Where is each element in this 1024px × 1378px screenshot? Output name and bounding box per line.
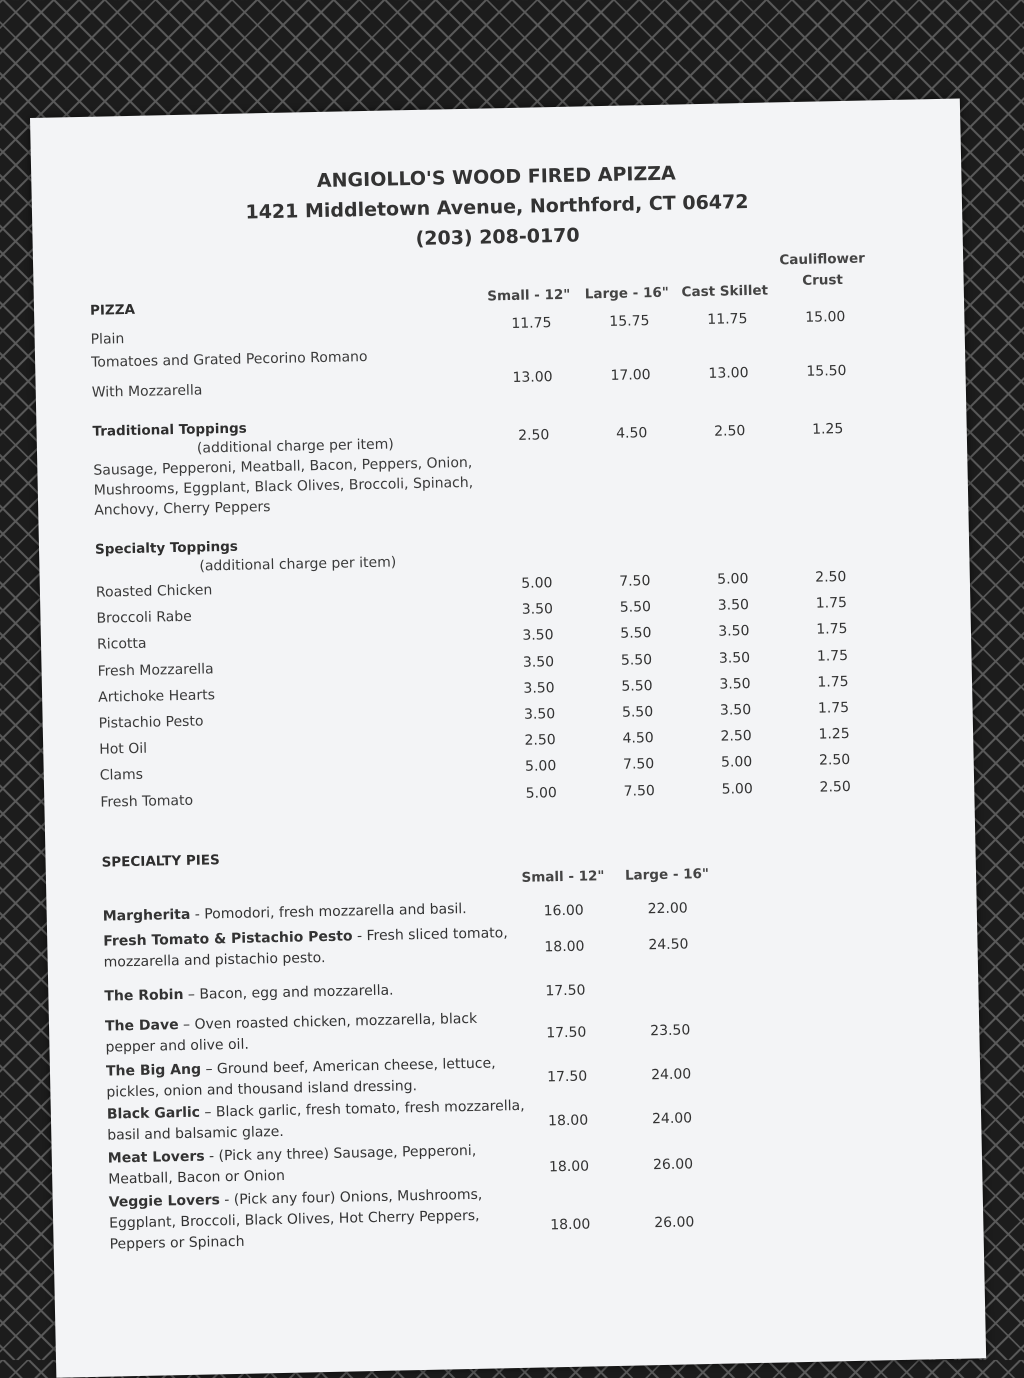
price: 1.75 — [816, 621, 848, 639]
plain-description: Tomatoes and Grated Pecorino Romano — [90, 348, 368, 371]
topping-label: Roasted Chicken — [95, 582, 213, 601]
pie-price-large: 26.00 — [654, 1214, 695, 1232]
price: 2.50 — [524, 732, 556, 749]
pie-description — [107, 1096, 528, 1147]
topping-label: Clams — [99, 767, 144, 785]
price: 5.00 — [524, 758, 557, 776]
pie-desc: – Bacon, egg and mozzarella. — [183, 982, 394, 1003]
price: 2.50 — [720, 728, 752, 745]
mozz-label: With Mozzarella — [91, 382, 203, 401]
pies-col-small: Small - 12" — [521, 868, 605, 886]
price: 11.75 — [511, 315, 552, 332]
price: 1.25 — [818, 726, 850, 743]
price: 2.50 — [819, 778, 851, 796]
price: 17.00 — [610, 367, 651, 384]
price: 15.50 — [806, 362, 847, 380]
topping-label: Ricotta — [96, 636, 147, 654]
pie-name: Margherita — [102, 906, 191, 925]
menu-sheet — [30, 99, 986, 1378]
pie-name: Black Garlic — [106, 1104, 201, 1123]
col-cauliflower: Cauliflower Crust — [779, 250, 866, 289]
price: 5.00 — [521, 575, 553, 592]
topping-label: Broccoli Rabe — [96, 608, 192, 627]
traditional-list-line: Mushrooms, Eggplant, Black Olives, Broccoli, Spinach, — [93, 474, 474, 499]
pie-price-small: 18.00 — [548, 1158, 590, 1176]
pie-description — [109, 1184, 530, 1256]
price: 5.00 — [525, 784, 557, 802]
pie-desc: - Fresh sliced tomato, mozzarella and pistachio pesto. — [103, 925, 508, 971]
price: 13.00 — [512, 369, 553, 386]
pie-price-small: 17.50 — [546, 1024, 587, 1042]
col-small: Small - 12" — [487, 286, 571, 305]
price: 15.75 — [609, 313, 650, 330]
pie-name: Veggie Lovers — [108, 1192, 221, 1211]
price: 1.75 — [817, 699, 850, 717]
price: 1.75 — [815, 595, 848, 612]
price: 1.75 — [816, 647, 849, 665]
price: 2.50 — [815, 569, 847, 586]
traditional-title: Traditional Toppings — [92, 420, 247, 440]
price: 5.50 — [621, 677, 653, 695]
price: 13.00 — [708, 365, 749, 382]
pie-name: The Big Ang — [105, 1061, 202, 1080]
pie-description — [108, 1140, 529, 1191]
traditional-list-line: Sausage, Pepperoni, Meatball, Bacon, Peppers, Onion, — [93, 454, 473, 479]
col-large: Large - 16" — [584, 284, 669, 303]
price: 15.00 — [805, 308, 846, 326]
pie-desc: - (Pick any three) Sausage, Pepperoni, Meatball, Bacon or Onion — [108, 1142, 477, 1188]
price: 3.50 — [718, 649, 751, 667]
pie-desc: – Oven roasted chicken, mozzarella, black pepper and olive oil. — [105, 1010, 478, 1056]
pie-name: The Robin — [104, 986, 184, 1005]
pie-name: The Dave — [104, 1017, 179, 1035]
pizza-section-title: PIZZA — [89, 301, 136, 319]
pies-col-large: Large - 16" — [624, 865, 710, 884]
price: 2.50 — [818, 752, 851, 770]
price: 3.50 — [521, 601, 554, 618]
price: 5.50 — [620, 625, 652, 643]
pie-desc: - (Pick any four) Onions, Mushrooms, Eggplant, Broccoli, Black Olives, Hot Cherry Peppers, Peppers or Spinach — [109, 1186, 483, 1253]
price: 7.50 — [622, 756, 655, 774]
price: 7.50 — [619, 573, 651, 590]
price: 5.50 — [620, 651, 653, 669]
pie-price-small: 18.00 — [550, 1216, 591, 1234]
price: 2.50 — [518, 427, 550, 444]
price: 3.50 — [523, 679, 555, 697]
pie-name: Meat Lovers — [107, 1148, 205, 1167]
price: 3.50 — [522, 627, 554, 645]
pie-price-large: 26.00 — [652, 1156, 694, 1174]
topping-label: Hot Oil — [99, 740, 148, 758]
specialty-pies-title: SPECIALTY PIES — [101, 852, 220, 871]
price: 3.50 — [719, 702, 752, 719]
pie-price-small: 18.00 — [544, 938, 585, 956]
specialty-toppings-title: Specialty Toppings — [94, 538, 239, 558]
pie-price-small: 18.00 — [547, 1112, 589, 1130]
price: 5.00 — [721, 780, 753, 798]
pie-desc: – Ground beef, American cheese, lettuce, pickles, onion and thousand island dressing. — [106, 1055, 496, 1101]
pie-price-large: 24.00 — [650, 1066, 692, 1084]
specialty-toppings-note: (additional charge per item) — [199, 554, 397, 575]
topping-label: Pistachio Pesto — [98, 713, 204, 732]
pie-description — [105, 1008, 526, 1059]
pie-description — [106, 1053, 527, 1104]
restaurant-name: ANGIOLLO'S WOOD FIRED APIZZA — [316, 162, 676, 193]
topping-label: Artichoke Hearts — [97, 687, 216, 706]
price: 3.50 — [719, 675, 751, 693]
pie-name: Fresh Tomato & Pistachio Pesto — [103, 928, 353, 950]
price: 2.50 — [713, 423, 746, 440]
pie-description — [103, 923, 524, 974]
restaurant-address: 1421 Middletown Avenue, Northford, CT 06472 — [245, 190, 749, 224]
price: 5.50 — [621, 704, 654, 721]
topping-label: Fresh Mozzarella — [97, 660, 214, 680]
topping-label: Fresh Tomato — [100, 792, 194, 811]
price: 5.00 — [720, 754, 753, 772]
price: 4.50 — [622, 730, 654, 747]
pie-price-large: 24.50 — [648, 936, 689, 954]
pie-price-large: 22.00 — [647, 900, 688, 918]
pie-price-small: 17.50 — [546, 1068, 588, 1086]
price: 7.50 — [623, 782, 655, 800]
pie-price-small: 17.50 — [545, 982, 586, 1000]
pie-price-large: 24.00 — [651, 1110, 693, 1128]
price: 1.25 — [811, 421, 844, 438]
price: 5.00 — [717, 571, 749, 588]
price: 3.50 — [522, 653, 555, 671]
pie-desc: – Black garlic, fresh tomato, fresh mozzarella, basil and balsamic glaze. — [107, 1097, 525, 1144]
price: 3.50 — [523, 706, 556, 723]
pie-price-large: 23.50 — [650, 1022, 691, 1040]
pie-price-large — [634, 980, 704, 981]
price: 1.75 — [817, 673, 849, 691]
price: 11.75 — [707, 311, 748, 328]
col-skillet: Cast Skillet — [681, 282, 769, 301]
pie-description — [104, 978, 524, 1008]
restaurant-phone: (203) 208-0170 — [415, 224, 580, 250]
plain-label: Plain — [90, 331, 125, 348]
price: 3.50 — [718, 623, 750, 641]
pie-desc: - Pomodori, fresh mozzarella and basil. — [190, 901, 467, 923]
traditional-note: (additional charge per item) — [196, 436, 394, 457]
price: 3.50 — [717, 597, 750, 614]
traditional-list-line: Anchovy, Cherry Peppers — [94, 499, 271, 519]
price: 4.50 — [615, 425, 648, 442]
pie-price-small: 16.00 — [543, 902, 584, 920]
price: 5.50 — [619, 599, 652, 616]
